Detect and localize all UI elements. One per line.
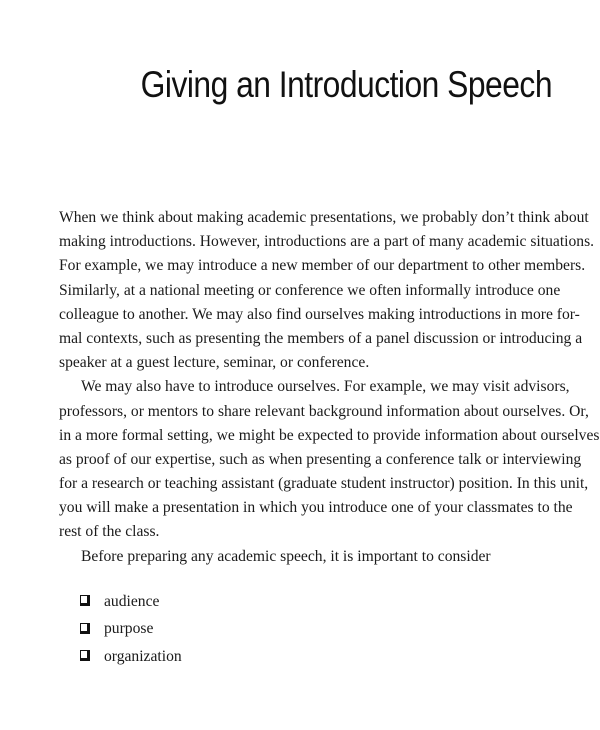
paragraph-1-line: mal contexts, such as presenting the members of a panel discussion or introducing a xyxy=(59,329,583,347)
consideration-checklist xyxy=(80,588,182,671)
paragraph-1-line: When we think about making academic presentations, we probably don’t think about xyxy=(59,209,589,226)
checkbox-icon xyxy=(80,650,90,661)
paragraph-3-line: Before preparing any academic speech, it is important to consider xyxy=(81,547,491,565)
paragraph-1-line: speaker at a guest lecture, seminar, or conference. xyxy=(59,354,370,372)
paragraph-1-line: Similarly, at a national meeting or conference we often informally introduce one xyxy=(59,281,561,299)
paragraph-2-line: as proof of our expertise, such as when presenting a conference talk or interviewing xyxy=(59,450,582,468)
checklist-item xyxy=(80,616,182,644)
checklist-item xyxy=(80,643,182,671)
page-title: Giving an Introduction Speech xyxy=(140,64,552,105)
checklist-item xyxy=(80,588,182,616)
paragraph-2-line: rest of the class. xyxy=(59,523,160,541)
paragraph-1-line: For example, we may introduce a new member of our department to other members. xyxy=(59,257,586,275)
paragraph-2-line: We may also have to introduce ourselves. For example, we may visit advisors, xyxy=(81,378,570,396)
checkbox-icon xyxy=(80,595,90,606)
paragraph-2-line: you will make a presentation in which you introduce one of your classmates to the xyxy=(59,499,573,517)
paragraph-2-line: professors, or mentors to share relevant background information about ourselves. Or, xyxy=(59,402,589,420)
body-text xyxy=(59,206,600,569)
paragraph-1-line: making introductions. However, introductions are a part of many academic situations. xyxy=(59,233,595,251)
paragraph-1-line: colleague to another. We may also find ourselves making introductions in more for- xyxy=(59,305,580,323)
paragraph-2-line: in a more formal setting, we might be expected to provide information about ourselves xyxy=(59,426,600,444)
checkbox-icon xyxy=(80,623,90,634)
checklist-item-label: organization xyxy=(104,647,182,665)
checklist-item-label: purpose xyxy=(104,620,154,638)
checklist-item-label: audience xyxy=(104,592,160,610)
paragraph-2-line: for a research or teaching assistant (graduate student instructor) position. In this unit, xyxy=(59,475,589,493)
